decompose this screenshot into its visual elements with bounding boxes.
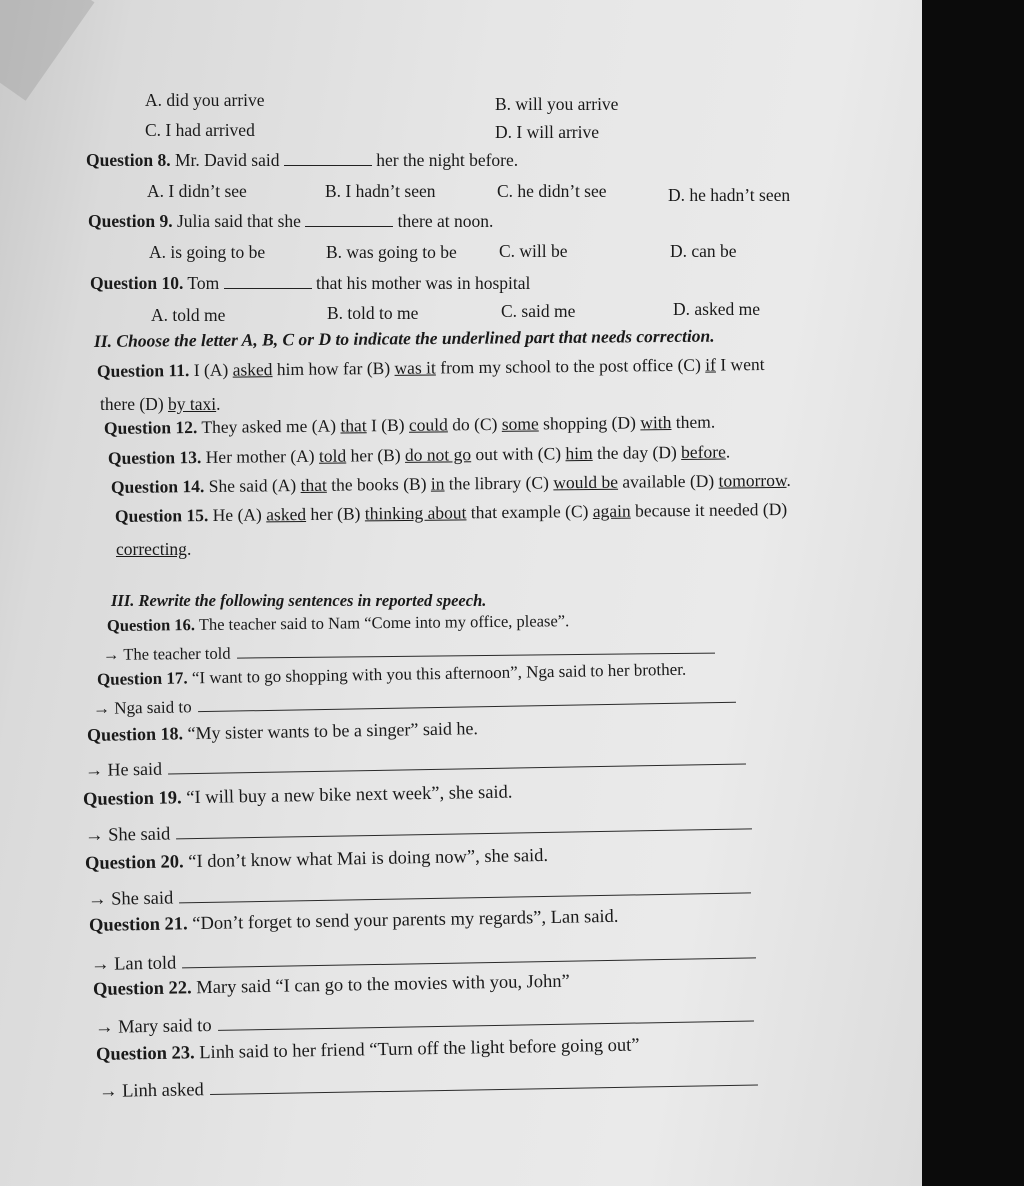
question-text: that his mother was in hospital xyxy=(316,273,531,293)
answer-blank[interactable] xyxy=(182,945,756,968)
question-label: Question 12. xyxy=(103,417,198,438)
question-label: Question 19. xyxy=(82,788,182,810)
question-text: They asked me (A) xyxy=(201,415,337,437)
question-text: “I don’t know what Mai is doing now”, she said. xyxy=(188,845,549,873)
question-text: the library (C) xyxy=(448,472,550,494)
question-text: them. xyxy=(675,411,716,433)
q7-option-a: A. did you arrive xyxy=(145,90,265,110)
question-text: Linh said to her friend “Turn off the light before going out” xyxy=(199,1035,640,1064)
underlined-part-a: asked xyxy=(266,503,307,525)
question-15 xyxy=(115,499,787,527)
question-text: Mary said “I can go to the movies with you, John” xyxy=(196,971,570,999)
question-9 xyxy=(88,211,493,232)
q7-option-b: B. will you arrive xyxy=(495,94,619,114)
q8-option-c: C. he didn’t see xyxy=(497,181,607,201)
question-text: that example (C) xyxy=(470,501,589,523)
answer-blank[interactable] xyxy=(284,151,372,166)
question-22 xyxy=(93,972,570,1001)
answer-prompt: → Lan told xyxy=(90,953,177,975)
answer-line-20 xyxy=(88,878,752,911)
question-text: “I want to go shopping with you this afternoon”, Nga said to her brother. xyxy=(191,659,687,688)
answer-prompt: → Nga said to xyxy=(92,697,192,718)
question-text: Her mother (A) xyxy=(205,445,315,467)
q9-option-a: A. is going to be xyxy=(149,242,266,262)
answer-line-18 xyxy=(85,748,746,781)
answer-prompt: → Linh asked xyxy=(98,1080,204,1102)
answer-blank[interactable] xyxy=(210,1073,758,1096)
question-text: her (B) xyxy=(310,503,361,524)
question-23 xyxy=(96,1036,640,1066)
question-text: shopping (D) xyxy=(542,412,637,434)
answer-prompt: → Mary said to xyxy=(94,1015,212,1038)
underlined-part-d: correcting xyxy=(116,539,187,559)
question-text: him how far (B) xyxy=(276,357,391,380)
q8-option-b: B. I hadn’t seen xyxy=(325,181,436,201)
question-label: Question 11. xyxy=(96,360,190,381)
q10-option-a: A. told me xyxy=(151,305,226,325)
underlined-part-a: asked xyxy=(232,359,273,380)
question-label: Question 15. xyxy=(114,505,209,526)
question-8 xyxy=(86,150,518,171)
question-label: Question 23. xyxy=(95,1043,195,1065)
question-text: available (D) xyxy=(622,470,715,492)
question-11-cont xyxy=(100,394,221,415)
question-13 xyxy=(108,441,730,469)
underlined-part-c: again xyxy=(592,500,631,521)
question-label: Question 20. xyxy=(84,852,184,874)
q10-option-b: B. told to me xyxy=(327,303,419,323)
question-text: there (D) xyxy=(100,394,164,414)
underlined-part-a: that xyxy=(340,415,367,436)
question-text: “I will buy a new bike next week”, she said. xyxy=(186,782,513,809)
question-text: I went xyxy=(720,354,765,375)
question-text: Tom xyxy=(187,273,220,293)
question-text: I (B) xyxy=(370,414,405,436)
q8-option-d: D. he hadn’t seen xyxy=(668,185,791,205)
question-text: The teacher said to Nam “Come into my office, please”. xyxy=(198,611,570,635)
underlined-part-d: before xyxy=(680,441,726,462)
question-text: “My sister wants to be a singer” said he. xyxy=(187,718,479,744)
question-15-cont xyxy=(116,539,191,560)
underlined-part-d: tomorrow xyxy=(718,469,787,491)
question-text: I (A) xyxy=(193,359,229,380)
question-label: Question 13. xyxy=(107,447,202,468)
answer-prompt: → The teacher told xyxy=(102,643,231,664)
q8-option-a: A. I didn’t see xyxy=(147,181,247,201)
answer-blank[interactable] xyxy=(198,690,736,712)
underlined-part-b: could xyxy=(408,414,448,435)
question-text: Mr. David said xyxy=(174,150,280,170)
section-2-heading: II. Choose the letter A, B, C or D to indicate the underlined part that needs correction. xyxy=(93,325,715,351)
q10-option-d: D. asked me xyxy=(673,299,760,319)
q7-option-c: C. I had arrived xyxy=(145,120,255,140)
question-16 xyxy=(107,611,569,636)
question-text: out with (C) xyxy=(475,443,562,465)
underlined-part-a: that xyxy=(300,474,327,496)
question-text: “Don’t forget to send your parents my regards”, Lan said. xyxy=(192,906,619,935)
underlined-part-c: if xyxy=(705,354,717,375)
question-text: . xyxy=(186,539,192,559)
underlined-part-b: thinking about xyxy=(364,502,467,524)
underlined-part-c: some xyxy=(501,413,539,434)
question-label: Question 14. xyxy=(110,476,205,497)
question-10 xyxy=(90,273,530,294)
question-text: there at noon. xyxy=(397,211,494,231)
question-text: her (B) xyxy=(350,444,401,466)
question-14 xyxy=(111,470,791,498)
answer-blank[interactable] xyxy=(224,274,312,289)
question-label: Question 16. xyxy=(106,615,196,635)
underlined-part-c: would be xyxy=(553,471,619,493)
question-label: Question 9. xyxy=(88,211,173,231)
underlined-part-b: in xyxy=(430,473,445,494)
underlined-part-d: with xyxy=(640,412,672,433)
underlined-part-c: him xyxy=(565,442,593,464)
question-label: Question 18. xyxy=(86,723,184,745)
answer-prompt: → He said xyxy=(84,758,163,780)
answer-blank[interactable] xyxy=(305,212,393,227)
question-19 xyxy=(83,783,513,811)
question-label: Question 10. xyxy=(90,273,184,293)
answer-line-21 xyxy=(91,943,757,976)
question-label: Question 8. xyxy=(86,150,171,170)
question-17 xyxy=(97,660,687,690)
question-label: Question 22. xyxy=(92,978,192,1000)
question-text: . xyxy=(216,394,221,414)
section-3-heading: III. Rewrite the following sentences in reported speech. xyxy=(111,591,487,610)
underlined-part-b: was it xyxy=(394,357,436,378)
question-text: He (A) xyxy=(212,504,262,525)
underlined-part-d: by taxi xyxy=(168,394,217,414)
question-text: the books (B) xyxy=(331,473,427,495)
q9-option-c: C. will be xyxy=(499,241,568,261)
q10-option-c: C. said me xyxy=(501,301,576,321)
q7-option-d: D. I will arrive xyxy=(495,122,599,142)
answer-prompt: → She said xyxy=(87,888,174,910)
question-label: Question 17. xyxy=(96,668,188,689)
question-text: do (C) xyxy=(452,413,498,435)
question-21 xyxy=(89,907,619,937)
q9-option-b: B. was going to be xyxy=(326,242,457,262)
answer-line-19 xyxy=(85,814,753,847)
question-12 xyxy=(104,412,715,439)
answer-line-23 xyxy=(99,1071,758,1103)
question-text: because it needed (D) xyxy=(634,498,788,521)
question-text: from my school to the post office (C) xyxy=(440,354,701,378)
question-18 xyxy=(87,718,478,746)
question-text: She said (A) xyxy=(208,475,297,496)
underlined-part-b: do not go xyxy=(404,444,472,465)
question-text: the day (D) xyxy=(596,442,677,463)
answer-blank[interactable] xyxy=(179,880,751,903)
question-label: Question 21. xyxy=(88,914,188,936)
question-text: . xyxy=(786,469,791,490)
underlined-part-a: told xyxy=(318,445,347,466)
q9-option-d: D. can be xyxy=(670,241,737,261)
question-text: . xyxy=(725,441,731,462)
answer-blank[interactable] xyxy=(236,641,714,659)
question-11 xyxy=(97,354,765,382)
question-text: Julia said that she xyxy=(176,211,301,231)
answer-blank[interactable] xyxy=(176,816,752,839)
question-text: her the night before. xyxy=(376,150,519,170)
answer-line-22 xyxy=(95,1007,754,1039)
answer-blank[interactable] xyxy=(168,751,746,774)
answer-blank[interactable] xyxy=(217,1009,753,1031)
answer-prompt: → She said xyxy=(84,824,171,846)
answer-line-17 xyxy=(93,688,736,719)
question-20 xyxy=(85,846,548,875)
